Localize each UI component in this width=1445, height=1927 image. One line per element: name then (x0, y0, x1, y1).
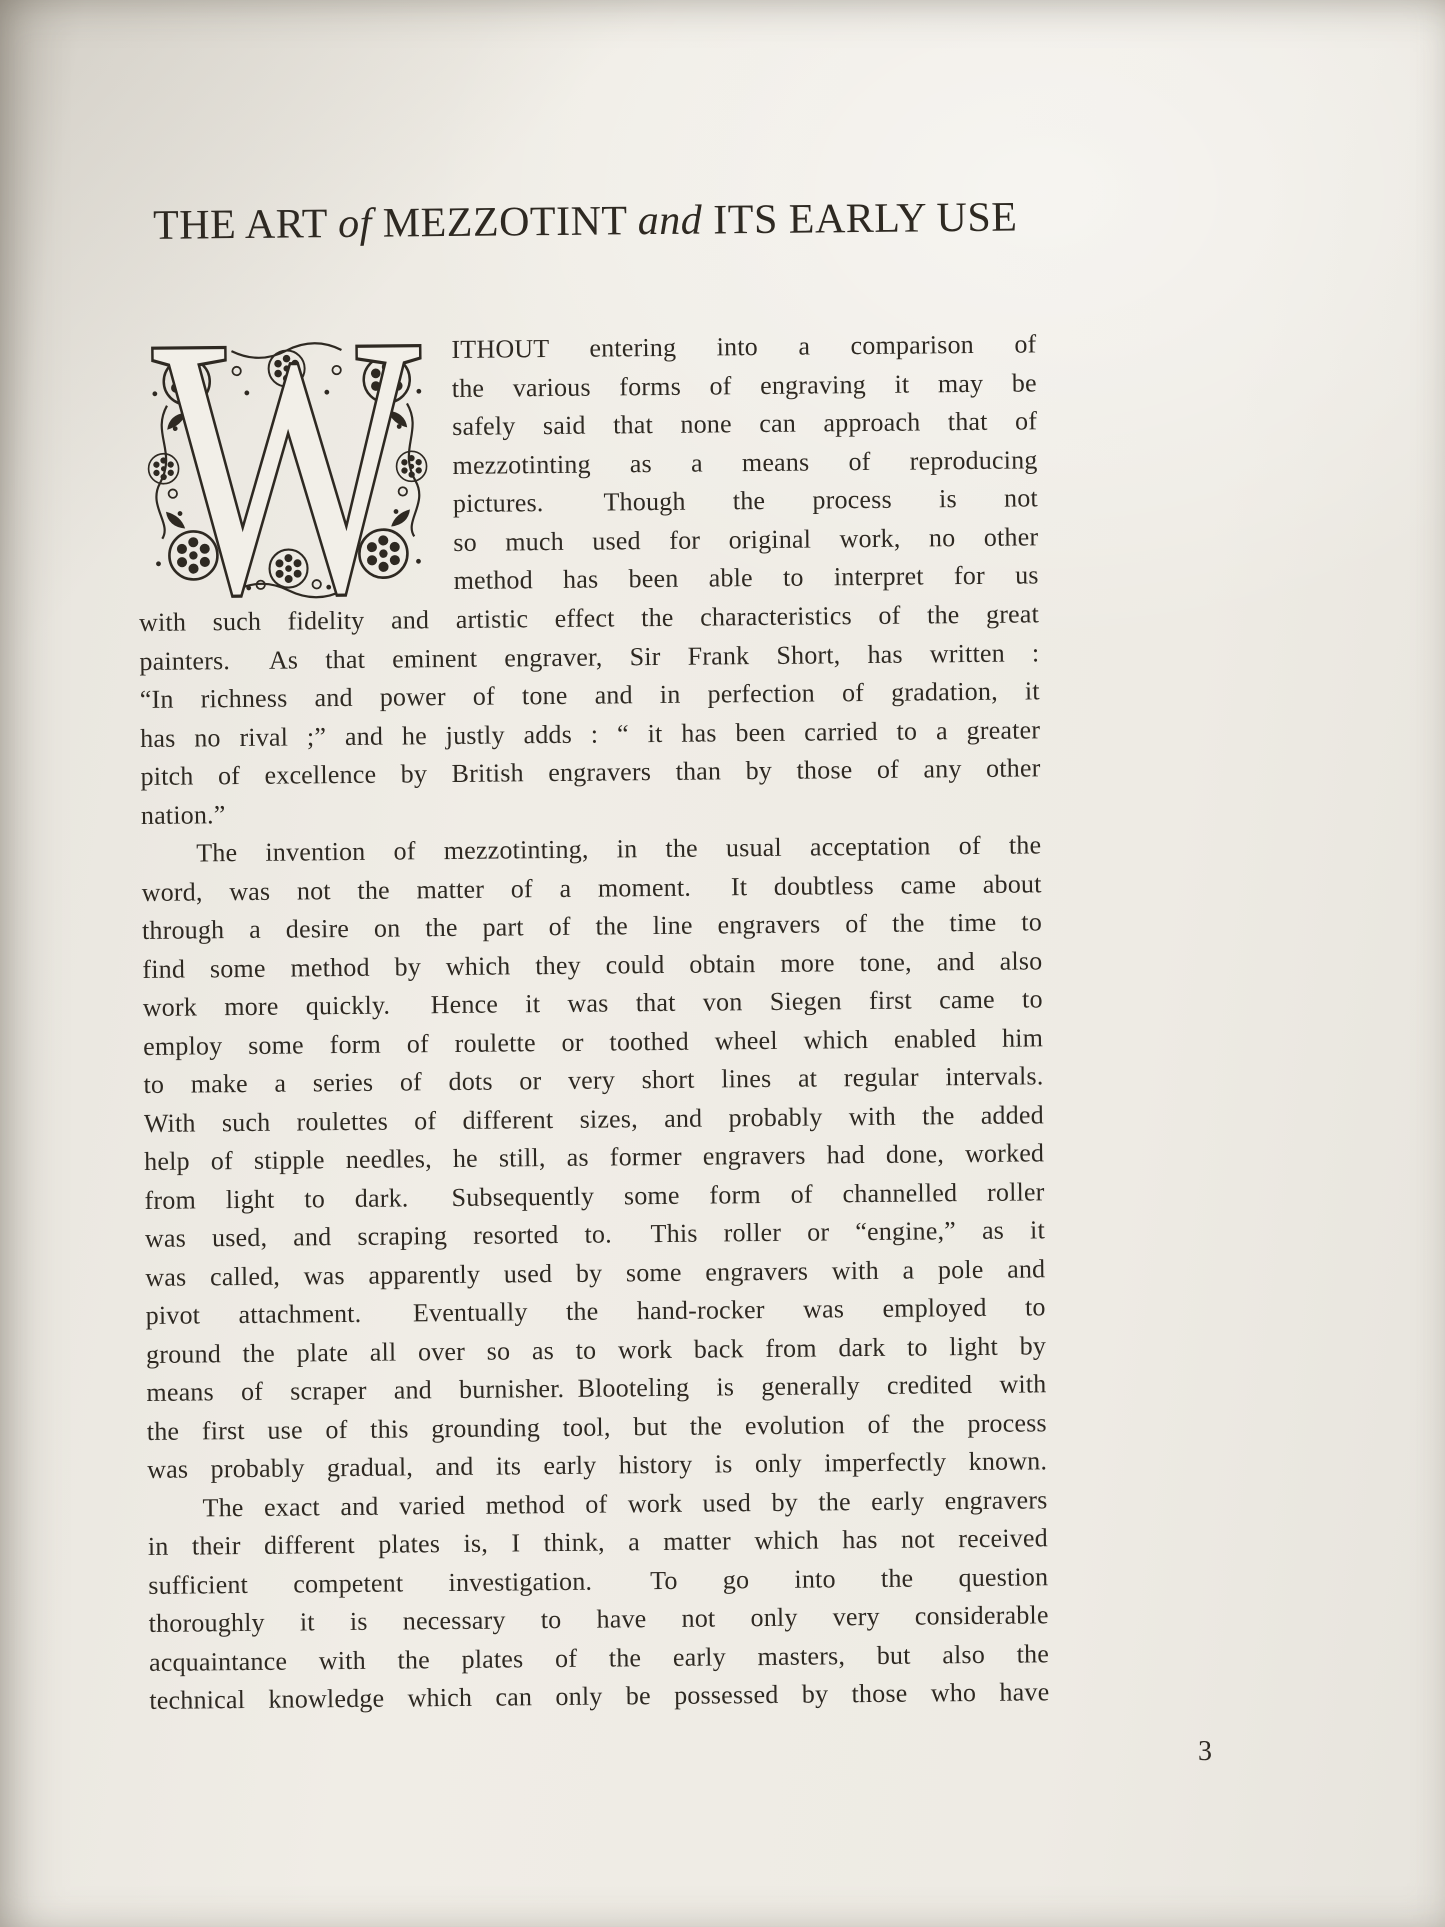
text-line: to make a series of dots or very short lines at regular intervals. (143, 1061, 1044, 1099)
text-line: sufficient competent investigation. To go into the question (148, 1561, 1049, 1600)
text-line: means of scraper and burnisher. Blooteling is generally credited with (146, 1369, 1047, 1407)
text-line: The exact and varied method of work used by the early engravers (202, 1484, 1048, 1522)
text-line: word, was not the matter of a moment. It doubtless came about (141, 868, 1042, 907)
ornamental-initial-icon (136, 331, 439, 604)
dropcap-row (136, 325, 1039, 604)
drop-cap-letter: W (152, 331, 423, 604)
drop-cap (136, 331, 439, 604)
text-line: ITHOUT entering into a comparison of (451, 329, 1037, 364)
text-line: was probably gradual, and its early history is only imperfectly known. (147, 1446, 1048, 1484)
text-line: pictures. Though the process is not (452, 483, 1039, 518)
paragraph-2 (141, 826, 1047, 1489)
text-line: technical knowledge which can only be possessed by those who have (149, 1677, 1050, 1715)
text-line: so much used for original work, no other (453, 521, 1039, 557)
text-line: safely said that none can approach that of (452, 406, 1038, 441)
paragraph-3 (147, 1481, 1049, 1721)
text-line: The invention of mezzotinting, in the usual acceptation of the (196, 830, 1042, 868)
title-caps-2: MEZZOTINT (371, 198, 639, 247)
text-line: find some method by which they could obtain more tone, and also (142, 945, 1043, 984)
text-line: work more quickly. Hence it was that von Siegen first came to (142, 984, 1043, 1022)
text-line: painters. As that eminent engraver, Sir Frank Short, has written : (139, 637, 1040, 676)
text-line: the first use of this grounding tool, but the evolution of the process (146, 1407, 1047, 1446)
text-line: pitch of excellence by British engravers than by those of any other (140, 753, 1041, 791)
text-line: was called, was apparently used by some engravers with a pole and (145, 1253, 1046, 1292)
text-line: through a desire on the part of the line engravers of the time to (141, 907, 1043, 945)
text-line: has no rival ;” and he justly adds : “ it has been carried to a greater (140, 714, 1041, 753)
text-line: ground the plate all over so as to work back from dark to light by (145, 1330, 1047, 1369)
paragraph-1 (136, 325, 1041, 835)
paragraph-1-full-lines (139, 595, 1041, 835)
title-caps-3: ITS EARLY USE (702, 194, 1018, 244)
text-line: employ some form of roulette or toothed wheel which enabled him (142, 1022, 1044, 1061)
text-line: help of stipple needles, he still, as former engravers had done, worked (144, 1138, 1045, 1176)
title-italic-of: of (337, 200, 373, 248)
title-caps-1: THE ART (152, 201, 339, 249)
text-line: “In richness and power of tone and in perfection of gradation, it (139, 676, 1040, 714)
text-line: With such roulettes of different sizes, and probably with the added (143, 1099, 1044, 1138)
text-line: with such fidelity and artistic effect the characteristics of the great (138, 599, 1040, 637)
page-number: 3 (1198, 1736, 1212, 1767)
text-line: acquaintance with the plates of the early masters, but also the (148, 1638, 1050, 1677)
text-line: in their different plates is, I think, a matter which has not received (147, 1523, 1049, 1561)
text-line: from light to dark. Subsequently some form of channelled roller (144, 1176, 1045, 1215)
text-line: mezzotinting as a means of reproducing (452, 444, 1038, 480)
title-italic-and: and (637, 197, 703, 245)
page-content (135, 191, 1050, 1720)
text-line: method has been able to interpret for us (453, 560, 1039, 595)
text-line: was used, and scraping resorted to. This roller or “engine,” as it (144, 1215, 1046, 1253)
page-title (135, 191, 1035, 252)
text-line: the various forms of engraving it may be (451, 367, 1037, 403)
paragraph-1-beside-lines (451, 325, 1039, 601)
text-line: pivot attachment. Eventually the hand-rocker was employed to (145, 1292, 1046, 1330)
text-line: thoroughly it is necessary to have not only very considerable (148, 1600, 1049, 1638)
text-line: nation.” (140, 799, 226, 830)
